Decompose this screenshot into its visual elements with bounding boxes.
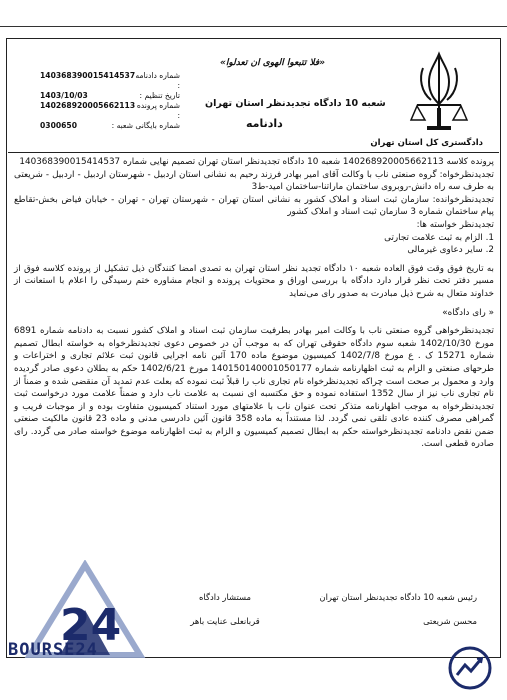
case-file-line: پرونده کلاسه 140268920005662113 شعبه 10 دادگاه تجدیدنظر استان تهران تصمیم نهایی شماره 140368390015414537 [19, 157, 494, 167]
header-divider [8, 152, 499, 153]
meta-row: تاریخ تنظیم : 1403/10/03 [40, 91, 180, 100]
document-body [14, 156, 494, 451]
meta-row: شماره دادنامه : 140368390015414537 [40, 71, 180, 90]
iran-emblem-icon [409, 48, 469, 138]
svg-text:24: 24 [60, 600, 122, 651]
verdict-heading: « رای دادگاه» [442, 307, 494, 318]
meta-row: شماره بایگانی شعبه : 0300650 [40, 121, 180, 130]
claim-item: 2. سایر دعاوی غیرمالی [407, 245, 494, 256]
meta-row: شماره پرونده : 140268920005662113 [40, 101, 180, 120]
claims-heading: تجدیدنظر خواسته ها: [416, 219, 494, 230]
watermark-text: BOURSE24 [8, 640, 98, 660]
top-divider [0, 26, 507, 27]
verdict-paragraph: تجدیدنظرخواهی گروه صنعتی ناب با وکالت امیر بهادر بطرفیت سازمان ثبت اسناد و املاک کشور نسبت به دادنامه شماره 6891 مورخ 1402/10/30 شعبه سوم دادگاه حقوقی تهران که به موجب آن در خصوص دعوی تجدیدنظرخواه به خواسته ابطال تصمیم شماره 15271 ک . ع مورخ 1402/7/8 کمیسیون موضوع ماده 170 آئین نامه اجرایی قانون ثبت علائم تجاری و اختراعات و طرحهای صنعتی و الزام به ثبت اظهارنامه شماره 140150140001050177 مورخ 1402/6/21 حکم به بطلان دعوی صادر گردیده وارد و محمول بر صحت است چراکه تجدیدنظرخواه نام تجاری ناب را قبلاً ثبت نموده که بعلت عدم تمدید آن منقضی شده و ضمناً از نام تجاری ناب نیز از سال 1352 استفاده نموده و حق مکتسبه ای نسبت به علامت ناب دارد و ضمناً علامت مورد درخواست ثبت تجدیدنظرخواه به موجب اظهارنامه متذکر تحت عنوان ناب با علامتهای مورد استناد کمیسیون متفاوت بوده و از موجبات فریب و گمراهی مصرف کننده عادی تلقی نمی گردد. لذا مستنداً به ماده 358 قانون آئین دادرسی مدنی و ماده 23 قانون مالکیت صنعتی ضمن نقض دادنامه تجدیدنظرخواسته حکم به ابطال تصمیم کمیسیون و الزام به ثبت اظهارنامه موضوع خواسته صادر می گردد. رای صادره قطعی است. [14, 326, 495, 450]
session-paragraph: به تاریخ فوق وقت فوق العاده شعبه ۱۰ دادگاه تجدید نظر استان تهران به تصدی امضا کنندگان ذیل تشکیل از پرونده کلاسه فوق از مسیر دفتر تحت نظر قرار دارد دادگاه با بررسی اوراق و محتویات پرونده و انجام مشاوره ختم رسیدگی را اعلام با استعانت از خداوند متعال به شرح ذیل مبادرت به صدور رای می‌نماید [14, 263, 494, 299]
chief-judge-signature: رئیس شعبه 10 دادگاه تجدیدنظر استان تهران محسن شریعتی [319, 592, 477, 626]
appellant-line: تجدیدنظرخواه: گروه صنعتی ناب با وکالت آقای امیر بهادر فرزند رحیم به نشانی استان اردبیل - شهرستان اردبیل - اردبیل - شریعتی به طرف سه راه دانش-روبروی ساختمان ماراتنا-ساختمان امید-ط3 [14, 169, 494, 193]
judiciary-label: دادگستری کل استان تهران [370, 138, 483, 148]
case-metadata [40, 71, 180, 131]
circular-logo-icon [447, 645, 493, 691]
counselor-signature: مستشار دادگاه قربانعلی عنایت باهر [190, 592, 260, 626]
respondent-line: تجدیدنظرخوانده: سازمان ثبت اسناد و املاک کشور به نشانی استان تهران - شهرستان تهران - تهران - خیابان فیاض بخش-تقاطع پیام ساختمان شماره 3 سازمان ثبت اسناد و املاک کشور [14, 194, 494, 218]
document-title: دادنامه [246, 117, 283, 130]
branch-title: شعبه 10 دادگاه تجدیدنظر استان تهران [205, 98, 386, 109]
basmala: «فلا تتبعوا الهوی ان تعدلوا» [220, 58, 326, 68]
claim-item: 1. الزام به ثبت علامت تجارتی [384, 232, 494, 243]
